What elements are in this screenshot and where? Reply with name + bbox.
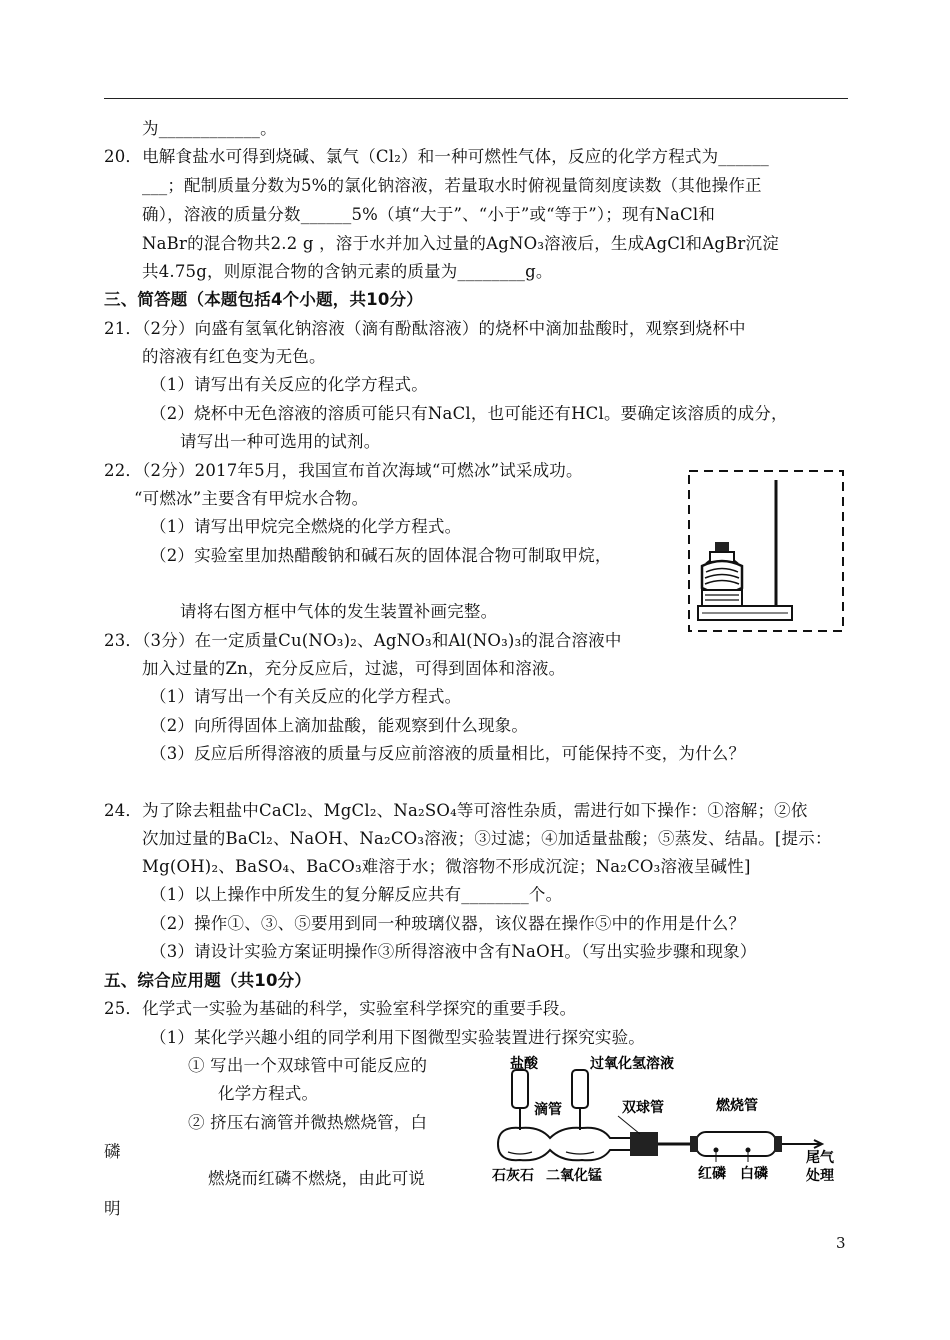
q23-line-1: 23．（3分）在一定质量Cu(NO₃)₂、AgNO₃和Al(NO₃)₃的混合溶液中: [104, 631, 622, 650]
q21-line-2: 的溶液有红色变为无色。: [142, 347, 326, 366]
label-tail-gas-2: 处理: [806, 1168, 834, 1184]
q25-sub-1: （1）某化学兴趣小组的同学利用下图微型实验装置进行探究实验。: [150, 1028, 645, 1047]
section-5-heading: 五、综合应用题（共10分）: [104, 971, 312, 990]
q21-sub-2-cont: 请写出一种可选用的试剂。: [180, 432, 381, 451]
q20-line-2: ___；配制质量分数为5%的氯化钠溶液，若量取水时俯视量筒刻度读数（其他操作正: [142, 176, 762, 195]
q25-item-2-cont: 燃烧而红磷不燃烧，由此可说: [208, 1169, 426, 1188]
page-number: 3: [836, 1234, 846, 1252]
q25-item-2-char: 磷: [104, 1142, 121, 1161]
q25-item-1-cont: 化学方程式。: [218, 1084, 319, 1103]
q22-sub-2: （2）实验室里加热醋酸钠和碱石灰的固体混合物可制取甲烷，: [150, 546, 612, 565]
label-burn-tube: 燃烧管: [716, 1098, 758, 1114]
gas-generator-figure: [688, 470, 844, 632]
q25-line-1: 25．化学式一实验为基础的科学，实验室科学探究的重要手段。: [104, 999, 577, 1018]
q20-line-1: 20．电解食盐水可得到烧碱、氯气（Cl₂）和一种可燃性气体，反应的化学方程式为______: [104, 147, 770, 166]
q20-line-4: NaBr的混合物共2.2 g ，溶于水并加入过量的AgNO₃溶液后，生成AgCl和AgBr沉淀: [142, 234, 779, 253]
q22-sub-2-cont: 请将右图方框中气体的发生装置补画完整。: [180, 602, 498, 621]
q24-line-1: 24．为了除去粗盐中CaCl₂、MgCl₂、Na₂SO₄等可溶性杂质，需进行如下操作：①溶解；②依: [104, 801, 808, 820]
q23-sub-1: （1）请写出一个有关反应的化学方程式。: [150, 687, 462, 706]
q24-line-3: Mg(OH)₂、BaSO₄、BaCO₃难溶于水；微溶物不形成沉淀；Na₂CO₃溶液呈碱性]: [142, 857, 751, 876]
q21-line-1: 21．（2分）向盛有氢氧化钠溶液（滴有酚酞溶液）的烧杯中滴加盐酸时，观察到烧杯中: [104, 319, 746, 338]
label-dropper: 滴管: [534, 1102, 562, 1118]
label-white-p: 白磷: [740, 1166, 768, 1182]
q23-line-2: 加入过量的Zn，充分反应后，过滤，可得到固体和溶液。: [142, 659, 566, 678]
label-tail-gas-1: 尾气: [806, 1150, 834, 1166]
micro-experiment-figure: [490, 1052, 846, 1197]
q22-line-2: “可燃冰”主要含有甲烷水合物。: [134, 489, 369, 508]
q23-sub-3: （3）反应后所得溶液的质量与反应前溶液的质量相比，可能保持不变，为什么？: [150, 744, 746, 763]
header-rule: [104, 98, 848, 99]
q25-item-1: ① 写出一个双球管中可能反应的: [188, 1056, 428, 1075]
q24-line-2: 次加过量的BaCl₂、NaOH、Na₂CO₃溶液；③过滤；④加适量盐酸；⑤蒸发、结晶。[提示：: [142, 829, 832, 848]
q22-sub-1: （1）请写出甲烷完全燃烧的化学方程式。: [150, 517, 462, 536]
q24-sub-1: （1）以上操作中所发生的复分解反应共有________个。: [150, 885, 563, 904]
label-hcl: 盐酸: [510, 1056, 538, 1072]
label-double-bulb: 双球管: [622, 1100, 664, 1116]
label-red-p: 红磷: [698, 1166, 726, 1182]
q20-line-5: 共4.75g，则原混合物的含钠元素的质量为________g。: [142, 262, 553, 281]
line-continuation: 为____________。: [142, 119, 277, 138]
q24-sub-3: （3）请设计实验方案证明操作③所得溶液中含有NaOH。（写出实验步骤和现象）: [150, 942, 757, 961]
q24-sub-2: （2）操作①、③、⑤要用到同一种玻璃仪器，该仪器在操作⑤中的作用是什么？: [150, 914, 746, 933]
label-h2o2: 过氧化氢溶液: [590, 1056, 674, 1072]
q20-line-3: 确），溶液的质量分数______5%（填“大于”、“小于”或“等于”）；现有NaCl和: [142, 205, 716, 224]
q25-item-2-char2: 明: [104, 1199, 121, 1218]
q21-sub-2: （2）烧杯中无色溶液的溶质可能只有NaCl，也可能还有HCl。要确定该溶质的成分，: [150, 404, 788, 423]
q22-line-1: 22．（2分）2017年5月，我国宣布首次海域“可燃冰”试采成功。: [104, 461, 583, 480]
section-3-heading: 三、简答题（本题包括4个小题，共10分）: [104, 290, 423, 309]
label-limestone: 石灰石: [492, 1168, 534, 1184]
q23-sub-2: （2）向所得固体上滴加盐酸，能观察到什么现象。: [150, 716, 529, 735]
q25-item-2: ② 挤压右滴管并微热燃烧管，白: [188, 1113, 428, 1132]
label-mno2: 二氧化锰: [546, 1168, 602, 1184]
answer-blank: ____________: [158, 119, 261, 138]
q21-sub-1: （1）请写出有关反应的化学方程式。: [150, 375, 428, 394]
